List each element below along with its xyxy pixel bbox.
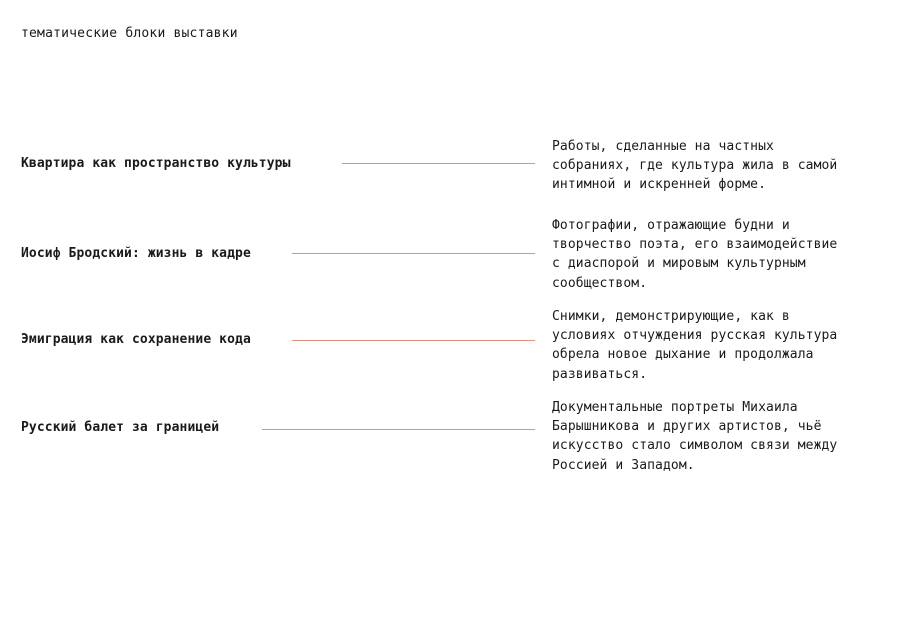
block-title: Иосиф Бродский: жизнь в кадре	[21, 246, 251, 261]
connector-line	[262, 429, 535, 430]
block-description: Фотографии, отражающие будни и творчество поэта, его взаимодействие с диаспорой и мировым культурным сообществом.	[552, 218, 838, 291]
block-description: Работы, сделанные на частных собраниях, где культура жила в самой интимной и искренней форме.	[552, 139, 838, 193]
block-title: Эмиграция как сохранение кода	[21, 332, 251, 347]
block-description: Снимки, демонстрирующие, как в условиях отчуждения русская культура обрела новое дыхание и продолжала развиваться.	[552, 309, 838, 382]
block-title: Русский балет за границей	[21, 420, 220, 435]
block-description: Документальные портреты Михаила Барышникова и других артистов, чьё искусство стало символом связи между Россией и Западом.	[552, 400, 838, 473]
connector-line	[292, 340, 535, 341]
page-title: тематические блоки выставки	[21, 26, 238, 41]
block-title: Квартира как пространство культуры	[21, 156, 291, 171]
connector-line	[292, 253, 535, 254]
connector-line	[342, 163, 535, 164]
